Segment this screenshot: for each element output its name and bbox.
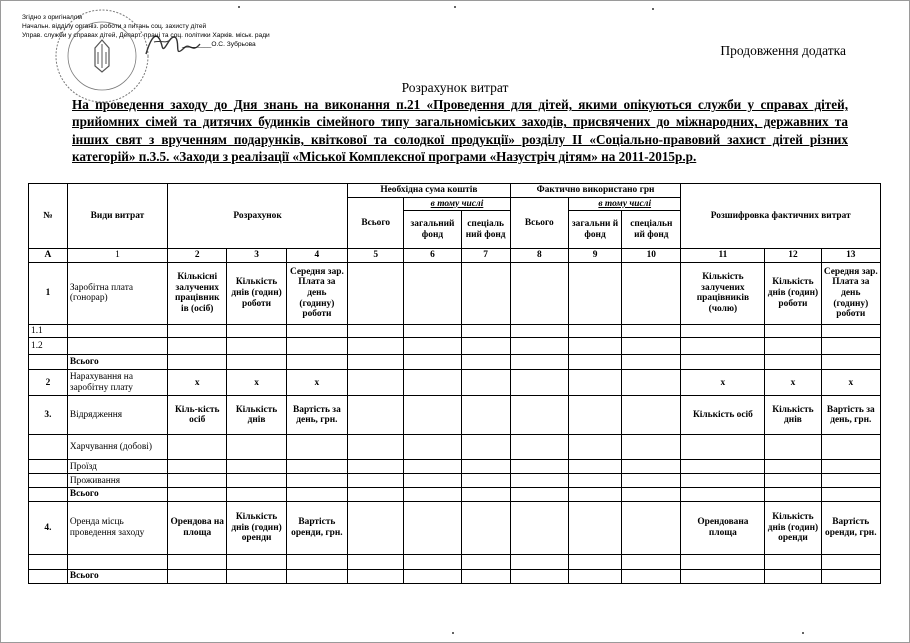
table-row: [29, 569, 881, 583]
table-row: [29, 355, 881, 370]
table-row: [29, 324, 881, 338]
col-index: 3: [227, 249, 286, 263]
row-total: Всього: [67, 488, 167, 502]
table-row: [29, 488, 881, 502]
header-required-including: в тому числі: [404, 197, 510, 211]
table-row: [29, 370, 881, 396]
row-num: 2: [29, 370, 68, 396]
row-name: Відрядження: [67, 396, 167, 435]
row-name: Нарахування на заробітну плату: [67, 370, 167, 396]
scan-speck: [802, 632, 804, 634]
breakdown-cell: Орендована площа: [681, 501, 765, 554]
scan-speck: [454, 6, 456, 8]
table-row: [29, 396, 881, 435]
col-index: 8: [510, 249, 568, 263]
row-num: 3.: [29, 396, 68, 435]
row-name: Проживання: [67, 474, 167, 488]
scan-speck: [238, 6, 240, 8]
row-num: 1.2: [29, 338, 68, 355]
approval-line-3: Управ. служби у справах дітей, Департ. праці та соц. політики Харків. міськ. ради: [22, 32, 270, 39]
row-name: Оренда місць проведення заходу: [67, 501, 167, 554]
calc-cell: Середня зар. Плата за день (годину) роботи: [286, 262, 347, 324]
table-row: [29, 554, 881, 569]
col-index: 2: [168, 249, 227, 263]
header-breakdown: Розшифровка фактичних витрат: [681, 184, 881, 249]
header-general-fund: загальний фонд: [404, 211, 461, 249]
approval-signatory: О.С. Зубрьова: [211, 41, 256, 48]
header-required-total: Всього: [348, 197, 404, 249]
breakdown-cell: Кількість днів (годин) роботи: [765, 262, 821, 324]
calc-cell: Кількість днів: [227, 396, 286, 435]
continuation-label: Продовження додатка: [720, 43, 846, 58]
row-name: Проїзд: [67, 460, 167, 474]
row-num: 4.: [29, 501, 68, 554]
approval-block: [22, 13, 270, 49]
col-index: 7: [461, 249, 510, 263]
header-used-total: Всього: [510, 197, 568, 249]
col-index: 11: [681, 249, 765, 263]
table-row: [29, 435, 881, 460]
row-num: 1: [29, 262, 68, 324]
approval-signatory-row: ________О.С. Зубрьова: [182, 41, 256, 48]
breakdown-cell: х: [821, 370, 880, 396]
col-index: 9: [568, 249, 621, 263]
row-name: Харчування (добові): [67, 435, 167, 460]
col-index: 1: [67, 249, 167, 263]
header-num: №: [29, 184, 68, 249]
scan-speck: [452, 632, 454, 634]
header-special-fund-used: спеціальн ий фонд: [622, 211, 681, 249]
breakdown-cell: Вартість оренди, грн.: [821, 501, 880, 554]
approval-line-2: [22, 22, 270, 31]
calc-cell: х: [168, 370, 227, 396]
col-index: 6: [404, 249, 461, 263]
table-row: [29, 262, 881, 324]
row-total: Всього: [67, 355, 167, 370]
header-calculation: Розрахунок: [168, 184, 348, 249]
calc-cell: Кількість днів (годин) оренди: [227, 501, 286, 554]
calc-cell: Кількісні залучених працівник ів (осіб): [168, 262, 227, 324]
breakdown-cell: х: [765, 370, 821, 396]
calc-cell: Вартість оренди, грн.: [286, 501, 347, 554]
col-index: А: [29, 249, 68, 263]
cost-calculation-table: [28, 183, 881, 584]
table-row: [29, 474, 881, 488]
col-index: 12: [765, 249, 821, 263]
calc-cell: Вартість за день, грн.: [286, 396, 347, 435]
header-used-including: в тому числі: [568, 197, 681, 211]
breakdown-cell: Вартість за день, грн.: [821, 396, 880, 435]
scan-speck: [652, 8, 654, 10]
column-index-row: [29, 249, 881, 263]
breakdown-cell: Кількість осіб: [681, 396, 765, 435]
col-index: 13: [821, 249, 880, 263]
approval-line-1: Згідно з оригіналом: [22, 14, 83, 21]
calc-cell: Кіль-кість осіб: [168, 396, 227, 435]
calc-cell: х: [227, 370, 286, 396]
header-used-sum: Фактично використано грн: [510, 184, 681, 198]
calc-cell: х: [286, 370, 347, 396]
approval-line-2-prefix: Начальн. відділу організ.: [22, 23, 99, 30]
row-num: 1.1: [29, 324, 68, 338]
table-row: [29, 338, 881, 355]
header-expense-type: Види витрат: [67, 184, 167, 249]
col-index: 5: [348, 249, 404, 263]
approval-line-2-suffix: роботи з питань соц. захисту дітей: [100, 23, 207, 30]
header-special-fund: спеціаль ний фонд: [461, 211, 510, 249]
breakdown-cell: Кількість днів (годин) оренди: [765, 501, 821, 554]
header-general-fund-used: загальни й фонд: [568, 211, 621, 249]
col-index: 10: [622, 249, 681, 263]
row-total: Всього: [67, 569, 167, 583]
calc-cell: Орендова на площа: [168, 501, 227, 554]
breakdown-cell: Середня зар. Плата за день (годину) роботи: [821, 262, 880, 324]
row-name: Заробітна плата (гонорар): [67, 262, 167, 324]
calc-cell: Кількість днів (годин) роботи: [227, 262, 286, 324]
header-required-sum: Необхідна сума коштів: [348, 184, 511, 198]
event-description: На проведення заходу до Дня знань на виконання п.21 «Проведення для дітей, якими опікуються служби у справах дітей, прийомних сімей та дитячих будинків сімейного типу загальноміських заходів, присвячених до міжнародних, державних та інших свят з врученням подарунків, квіткової та солодкої продукції» розділу II «Соціально-правовий захист дітей різних категорій» п.3.5. «Заходи з реалізації «Міської Комплексної програми «Назустріч дітям» на 2011-2015р.р.: [72, 97, 848, 165]
table-row: [29, 460, 881, 474]
breakdown-cell: Кількість залучених працівників (чолю): [681, 262, 765, 324]
col-index: 4: [286, 249, 347, 263]
table-row: [29, 501, 881, 554]
breakdown-cell: х: [681, 370, 765, 396]
page-title: Розрахунок витрат: [401, 80, 509, 95]
breakdown-cell: Кількість днів: [765, 396, 821, 435]
